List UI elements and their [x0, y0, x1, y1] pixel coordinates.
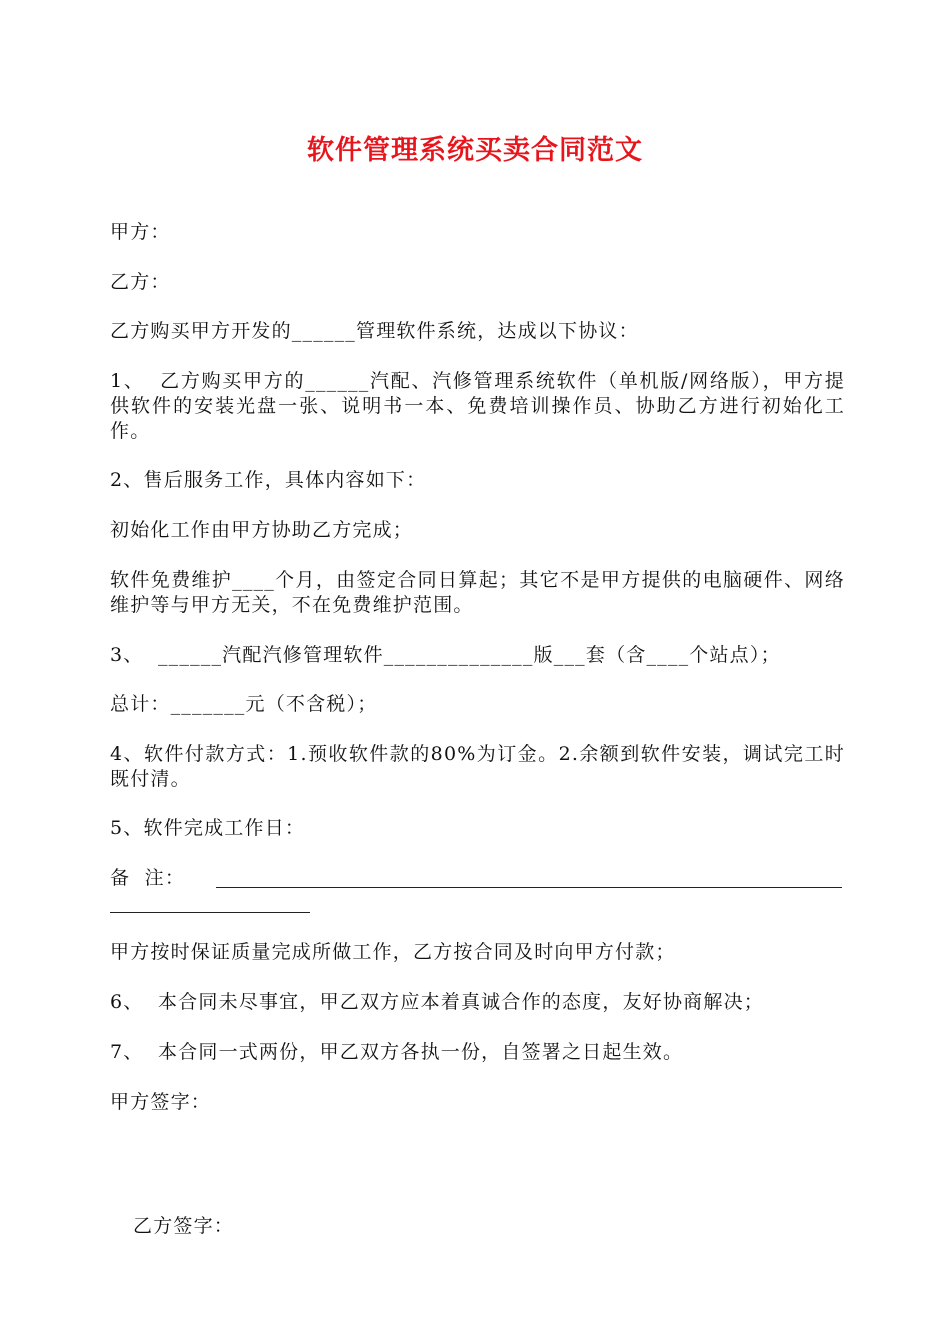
clause-5: 5、软件完成工作日：: [110, 817, 306, 839]
clause-2: 2、售后服务工作，具体内容如下：: [110, 469, 427, 491]
clause-3: 3、 ______汽配汽修管理软件______________版___套（含____个站点）；: [110, 644, 781, 666]
clause-4: 4、软件付款方式：1.预收软件款的80%为订金。2.余额到软件安装，调试完工时既付清。: [110, 743, 845, 790]
remarks-label: 备 注：: [110, 867, 186, 889]
remarks-blank-line-continued: [110, 912, 310, 913]
party-b-line: 乙方：: [110, 271, 171, 293]
quality-paragraph: 甲方按时保证质量完成所做工作，乙方按合同及时向甲方付款；: [110, 941, 676, 963]
document-title: 软件管理系统买卖合同范文: [307, 135, 643, 166]
party-a-signature: 甲方签字：: [110, 1091, 212, 1113]
intro-paragraph: 乙方购买甲方开发的______管理软件系统，达成以下协议：: [110, 320, 639, 342]
clause-6: 6、 本合同未尽事宜，甲乙双方应本着真诚合作的态度，友好协商解决；: [110, 991, 764, 1013]
init-work-line: 初始化工作由甲方协助乙方完成；: [110, 519, 414, 541]
total-line: 总计：_______元（不含税）；: [110, 693, 378, 715]
clause-1: 1、 乙方购买甲方的______汽配、汽修管理系统软件（单机版/网络版），甲方提供软件的安装光盘一张、说明书一本、免费培训操作员、协助乙方进行初始化工作。: [110, 370, 845, 442]
party-b-signature: 乙方签字：: [133, 1215, 235, 1237]
party-a-line: 甲方：: [110, 221, 171, 243]
remarks-blank-line: [216, 887, 842, 888]
clause-7: 7、 本合同一式两份，甲乙双方各执一份，自签署之日起生效。: [110, 1041, 684, 1063]
maintenance-paragraph: 软件免费维护____个月，由签定合同日算起；其它不是甲方提供的电脑硬件、网络维护等与甲方无关，不在免费维护范围。: [110, 569, 845, 616]
